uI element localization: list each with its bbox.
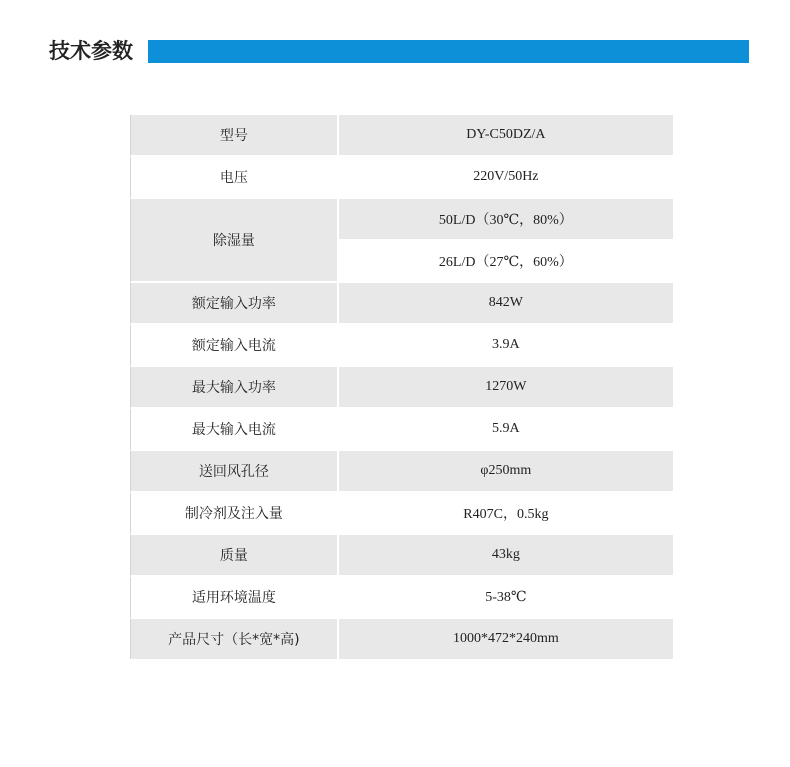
spec-value: 1270W [339,367,673,409]
spec-value: 26L/D（27℃，60%） [339,241,673,283]
spec-label: 最大输入功率 [130,367,339,409]
spec-label: 电压 [130,157,339,199]
table-row [130,367,673,409]
spec-label: 最大输入电流 [130,409,339,451]
table-row [130,199,673,241]
table-row [130,115,673,157]
table-row [130,157,673,199]
spec-value: 1000*472*240mm [339,619,673,659]
spec-value: 50L/D（30℃，80%） [339,199,673,241]
spec-value: 3.9A [339,325,673,367]
spec-label: 质量 [130,535,339,577]
table-row [130,325,673,367]
title-accent-bar [148,40,749,63]
spec-value: 5-38℃ [339,577,673,619]
spec-value: 5.9A [339,409,673,451]
spec-label: 额定输入电流 [130,325,339,367]
spec-value: R407C，0.5kg [339,493,673,535]
table-row [130,619,673,659]
table-row [130,535,673,577]
table-row [130,577,673,619]
spec-value: 220V/50Hz [339,157,673,199]
table-row [130,409,673,451]
spec-table [130,115,673,659]
table-row [130,283,673,325]
table-row [130,493,673,535]
spec-label: 制冷剂及注入量 [130,493,339,535]
spec-value: φ250mm [339,451,673,493]
section-title: 技术参数 [49,39,133,63]
spec-value: 43kg [339,535,673,577]
spec-label: 适用环境温度 [130,577,339,619]
table-row [130,451,673,493]
spec-label: 产品尺寸（长*宽*高) [130,619,339,659]
spec-label: 额定输入功率 [130,283,339,325]
spec-label: 送回风孔径 [130,451,339,493]
spec-label: 除湿量 [130,199,339,283]
spec-value: 842W [339,283,673,325]
spec-value: DY-C50DZ/A [339,115,673,157]
spec-label: 型号 [130,115,339,157]
